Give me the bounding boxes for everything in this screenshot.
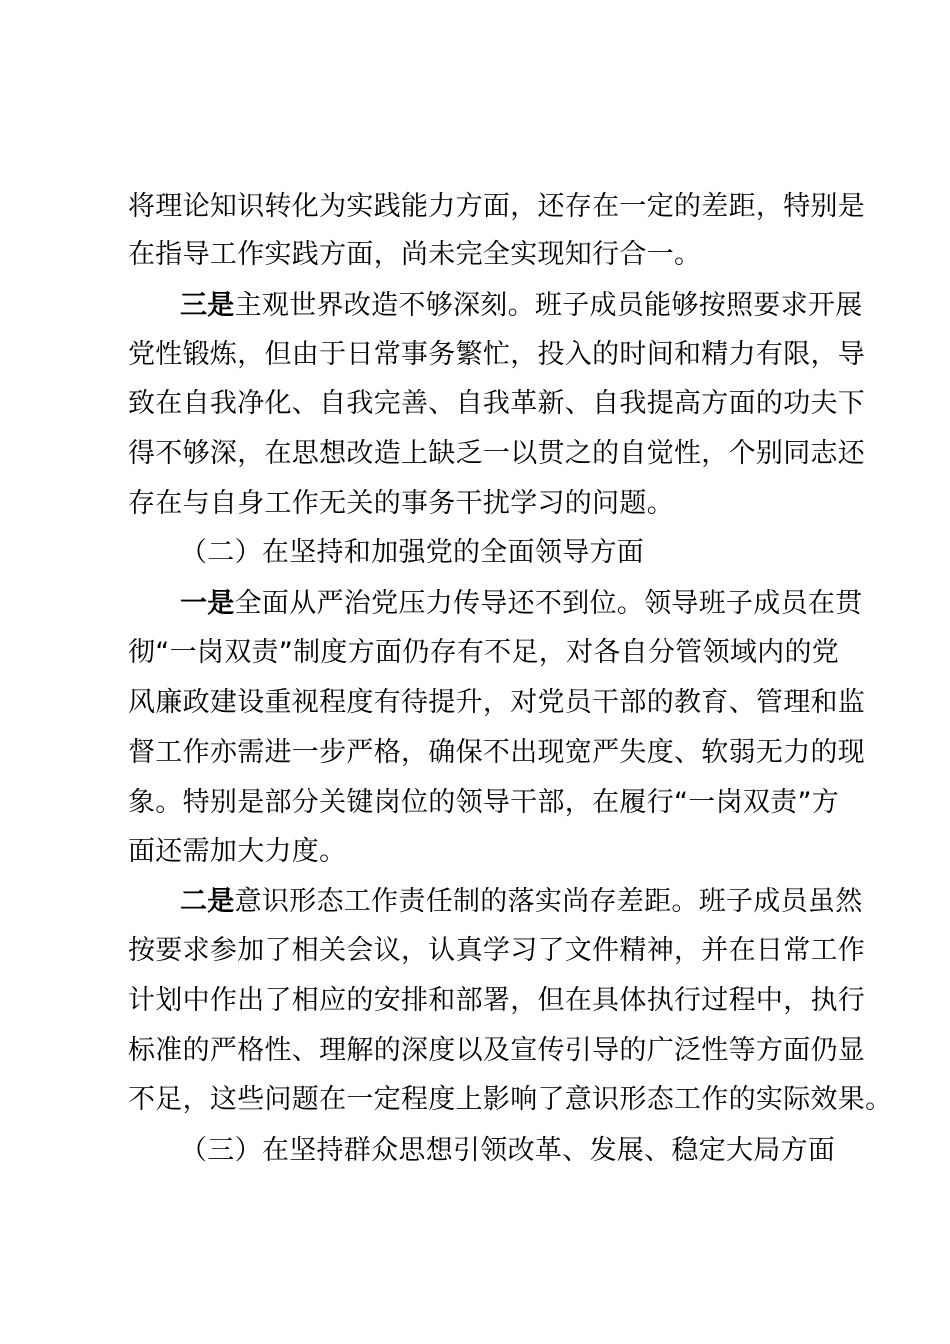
paragraph-first-line — [180, 885, 863, 919]
bold-lead: 三是 — [180, 290, 235, 321]
paragraph-first-line — [180, 587, 863, 621]
paragraph-line: 面还需加大力度。 — [128, 836, 347, 867]
paragraph-line: 按要求参加了相关会议，认真学习了文件精神，并在日常工作 — [128, 935, 866, 966]
paragraph-text: 意识形态工作责任制的落实尚存差距。班子成员虽然 — [234, 886, 863, 917]
paragraph-line: 计划中作出了相应的安排和部署，但在具体执行过程中，执行 — [128, 985, 866, 1016]
paragraph-line: 得不够深，在思想改造上缺乏一以贯之的自觉性，个别同志还 — [128, 438, 866, 469]
paragraph-line: 风廉政建设重视程度有待提升，对党员干部的教育、管理和监 — [128, 687, 866, 718]
paragraph-line: 象。特别是部分关键岗位的领导干部，在履行“一岗双责”方 — [128, 787, 840, 818]
paragraph-line: 不足，这些问题在一定程度上影响了意识形态工作的实际效果。 — [128, 1084, 893, 1115]
paragraph-line: 致在自我净化、自我完善、自我革新、自我提高方面的功夫下 — [128, 388, 866, 419]
bold-lead: 一是 — [180, 588, 235, 619]
paragraph-line: 标准的严格性、理解的深度以及宣传引导的广泛性等方面仍显 — [128, 1035, 866, 1066]
paragraph-line: 党性锻炼，但由于日常事务繁忙，投入的时间和精力有限，导 — [128, 339, 866, 370]
section-heading: （三）在坚持群众思想引领改革、发展、稳定大局方面 — [180, 1135, 836, 1166]
paragraph-text: 全面从严治党压力传导还不到位。领导班子成员在贯 — [234, 588, 863, 619]
bold-lead: 二是 — [180, 886, 235, 917]
paragraph-text: 主观世界改造不够深刻。班子成员能够按照要求开展 — [234, 290, 863, 321]
paragraph-first-line — [180, 289, 863, 323]
section-heading: （二）在坚持和加强党的全面领导方面 — [180, 537, 645, 568]
paragraph-line: 将理论知识转化为实践能力方面，还存在一定的差距，特别是 — [128, 191, 866, 222]
paragraph-line: 在指导工作实践方面，尚未完全实现知行合一。 — [128, 239, 702, 270]
paragraph-line: 存在与自身工作无关的事务干扰学习的问题。 — [128, 488, 674, 519]
paragraph-line: 督工作亦需进一步严格，确保不出现宽严失度、软弱无力的现 — [128, 737, 866, 768]
paragraph-line: 彻“一岗双责”制度方面仍存有不足，对各自分管领域内的党 — [128, 637, 840, 668]
